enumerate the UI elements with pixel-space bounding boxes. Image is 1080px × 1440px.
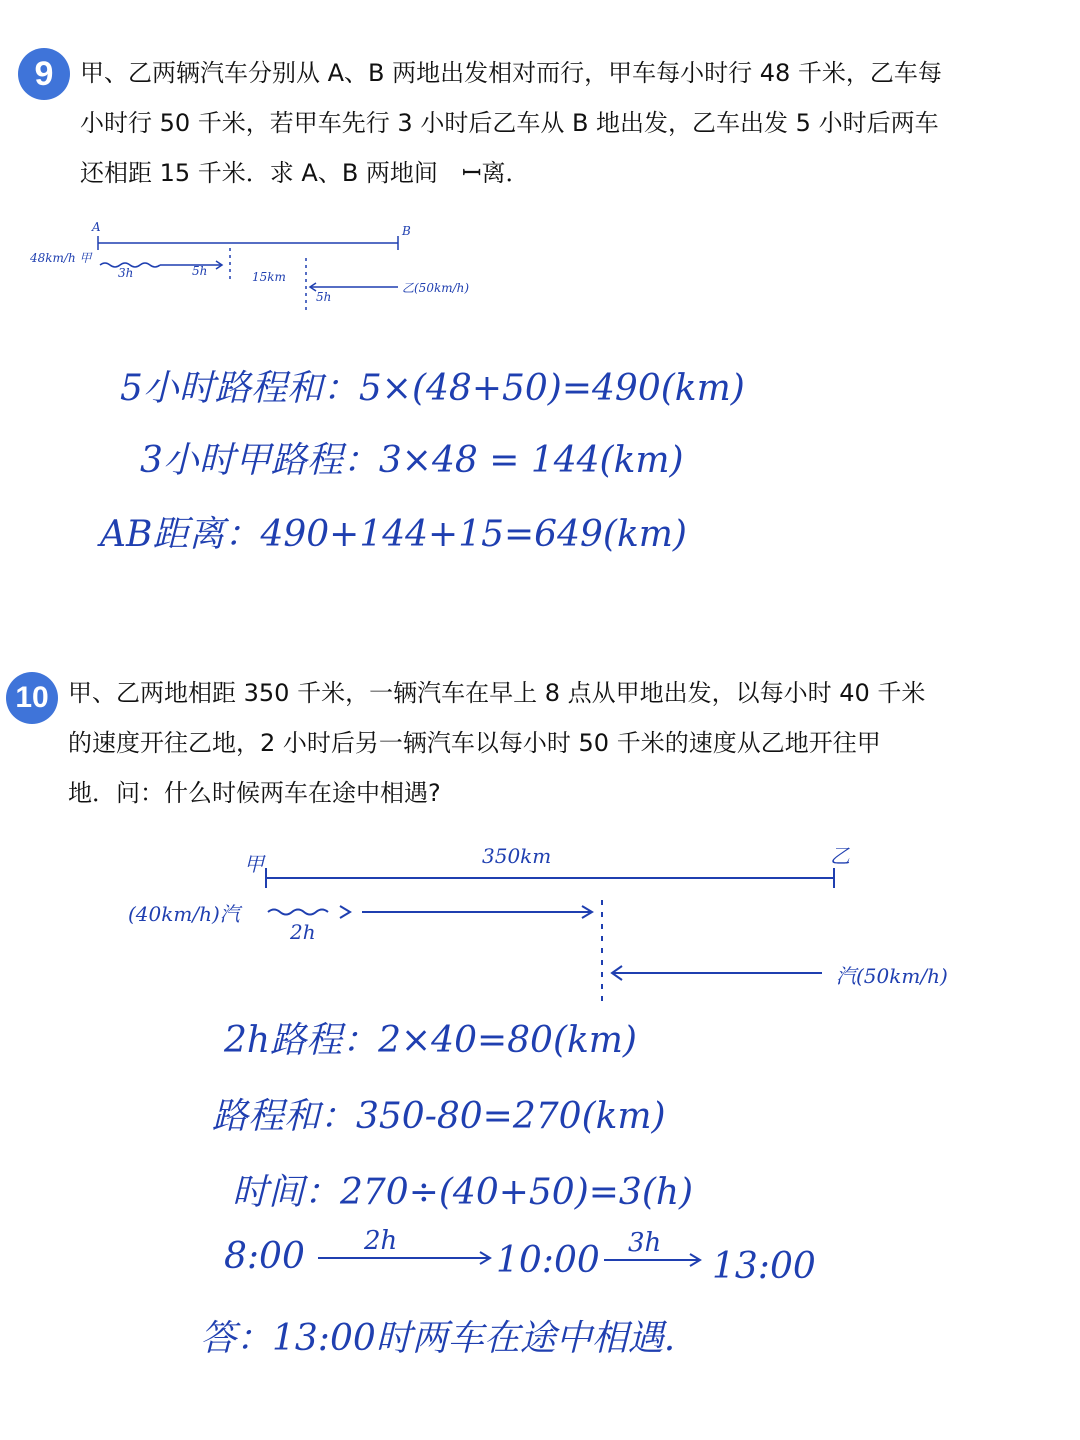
time-5h-label: 5h bbox=[192, 264, 208, 278]
work-line: 2h路程：2×40=80(km) bbox=[224, 1020, 637, 1061]
problem-line: 地．问：什么时候两车在途中相遇? bbox=[68, 779, 441, 807]
work-line: 路程和：350-80=270(km) bbox=[212, 1096, 666, 1137]
problem-number-badge: 9 bbox=[18, 48, 70, 100]
point-a-label: A bbox=[92, 220, 101, 234]
car-1-speed-label: (40km/h)汽 bbox=[128, 902, 240, 926]
timeline-start: 8:00 bbox=[224, 1236, 305, 1277]
gap-distance-label: 15km bbox=[252, 270, 286, 284]
problem-10-text bbox=[68, 668, 925, 818]
car-2-speed-label: 汽(50km/h) bbox=[836, 964, 948, 988]
time-3h-label: 3h bbox=[118, 266, 134, 280]
timeline-end: 13:00 bbox=[712, 1246, 816, 1287]
problem-line: 甲、乙两辆汽车分别从 A、B 两地出发相对而行，甲车每小时行 48 千米，乙车每 bbox=[80, 59, 942, 87]
timeline-seg2-label: 3h bbox=[628, 1228, 662, 1258]
time-5h-b-label: 5h bbox=[316, 290, 332, 304]
car-a-speed-label: 48km/h 甲 bbox=[30, 251, 92, 265]
start-point-label: 甲 bbox=[244, 852, 264, 876]
work-line: 3小时甲路程：3×48 = 144(km) bbox=[140, 440, 684, 481]
problem-line: 还相距 15 千米．求 A、B 两地间 ꟷ离． bbox=[80, 159, 530, 187]
time-2h-label: 2h bbox=[290, 920, 316, 944]
problem-number-badge: 10 bbox=[6, 672, 58, 724]
end-point-label: 乙 bbox=[830, 844, 850, 868]
work-line: 5小时路程和：5×(48+50)=490(km) bbox=[120, 368, 745, 409]
work-line: AB距离：490+144+15=649(km) bbox=[100, 514, 687, 555]
problem-line: 甲、乙两地相距 350 千米，一辆汽车在早上 8 点从甲地出发，以每小时 40 千米 bbox=[68, 679, 926, 707]
work-line: 时间：270÷(40+50)=3(h) bbox=[232, 1172, 694, 1213]
timeline-seg1-label: 2h bbox=[364, 1226, 398, 1256]
answer-line: 答：13:00时两车在途中相遇. bbox=[200, 1318, 676, 1359]
problem-line: 的速度开往乙地，2 小时后另一辆汽车以每小时 50 千米的速度从乙地开往甲 bbox=[68, 729, 881, 757]
timeline-mid: 10:00 bbox=[496, 1240, 600, 1281]
car-b-speed-label: 乙(50km/h) bbox=[402, 281, 470, 295]
total-distance-label: 350km bbox=[482, 844, 552, 868]
point-b-label: B bbox=[402, 224, 411, 238]
problem-line: 小时行 50 千米，若甲车先行 3 小时后乙车从 B 地出发，乙车出发 5 小时后两车 bbox=[80, 109, 939, 137]
